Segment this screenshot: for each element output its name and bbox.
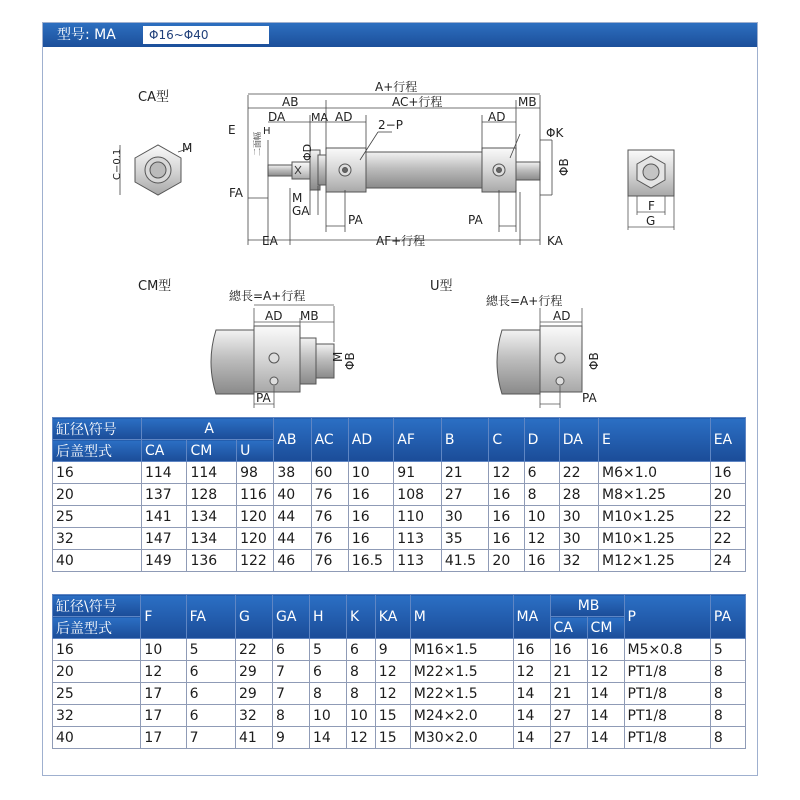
table-cell: 141 [141,506,187,528]
table-cell: 8 [710,705,745,727]
table-cell: M12×1.25 [599,550,711,572]
table-cell: 120 [237,506,274,528]
table-cell: 8 [710,661,745,683]
table-cell: 114 [141,462,187,484]
table-cell: 113 [394,528,442,550]
table-cell: PT1/8 [624,683,710,705]
table-cell: 8 [347,661,376,683]
table-cell: 14 [587,705,624,727]
table-cell: 12 [587,661,624,683]
col-e: E [599,418,711,462]
col-da: DA [559,418,598,462]
col-fa: FA [186,595,235,639]
dim-ga: GA [292,204,310,218]
bore-size-cell: 25 [53,506,142,528]
table-cell: 8 [710,683,745,705]
col-mb-cm: CM [587,617,624,639]
table-cell: 10 [310,705,347,727]
table-cell: 9 [273,727,310,749]
table-cell: M6×1.0 [599,462,711,484]
bore-size-cell: 40 [53,727,141,749]
table-cell: 29 [236,683,273,705]
table-cell: M8×1.25 [599,484,711,506]
table-cell: 6 [273,639,310,661]
bore-size-cell: 16 [53,639,141,661]
cm-view-title: CM型 [138,279,172,294]
table-cell: 12 [375,661,410,683]
table-cell: M10×1.25 [599,528,711,550]
table-cell: M5×0.8 [624,639,710,661]
table-cell: 8 [710,727,745,749]
table-cell: 38 [274,462,311,484]
cm-dim-ad: AD [265,309,283,323]
table-cell: 12 [513,661,550,683]
dim-phi-k: ΦK [546,126,564,140]
col-a-group: A [141,418,273,440]
table-cell: 108 [394,484,442,506]
col-k: K [347,595,376,639]
dim-ad: AD [335,110,353,124]
col-af: AF [394,418,442,462]
ca-end-view-nut [120,145,190,195]
table-cell: 134 [187,528,237,550]
u-view-title: U型 [430,279,453,294]
table-cell: M16×1.5 [410,639,513,661]
dim-pa: PA [348,213,363,227]
table-cell: 32 [559,550,598,572]
table-cell: 17 [141,705,186,727]
table-cell: 14 [587,683,624,705]
table-cell: 30 [559,506,598,528]
table-cell: 27 [550,727,587,749]
table-cell: 40 [274,484,311,506]
table-cell: 16 [348,484,394,506]
table-cell: 16 [489,528,524,550]
table-row [53,506,746,528]
corner-bottom-label: 后盖型式 [53,617,141,639]
table-cell: 8 [273,705,310,727]
table-row [53,550,746,572]
table-cell: 76 [311,550,348,572]
table-cell: 128 [187,484,237,506]
table-cell: 21 [550,661,587,683]
table-cell: 41 [236,727,273,749]
table-cell: 147 [141,528,187,550]
col-h: H [310,595,347,639]
col-a-cm: CM [187,440,237,462]
table-cell: 10 [348,462,394,484]
table-cell: 76 [311,484,348,506]
bore-size-cell: 20 [53,661,141,683]
dim-pa-rear: PA [468,213,483,227]
spec-table-2 [52,594,746,749]
col-pa: PA [710,595,745,639]
cm-dim-pa: PA [256,391,271,405]
table-row [53,639,746,661]
table-cell: 20 [710,484,745,506]
table-cell: 21 [441,462,489,484]
table-cell: 12 [524,528,559,550]
col-ga: GA [273,595,310,639]
table-cell: 41.5 [441,550,489,572]
cm-dim-phi-b: ΦB [343,352,357,370]
table-cell: 110 [394,506,442,528]
cm-dim-m: M [331,351,345,362]
dim-ac-stroke: AC+行程 [392,95,443,109]
table-cell: 134 [187,506,237,528]
table-cell: 16 [524,550,559,572]
dim-ea: EA [262,234,278,248]
table-cell: 10 [141,639,186,661]
corner-top-label: 缸径\符号 [53,418,142,440]
table-cell: 30 [559,528,598,550]
u-total-length: 總長=A+行程 [486,294,563,308]
table-cell: 76 [311,506,348,528]
col-p: P [624,595,710,639]
wrench-flats-label: 二面幅 [253,132,262,156]
table-row [53,727,746,749]
table-cell: M10×1.25 [599,506,711,528]
u-drawing [497,308,582,408]
table-cell: 14 [587,727,624,749]
col-b: B [441,418,489,462]
table-cell: 30 [441,506,489,528]
table-row [53,661,746,683]
table-cell: M22×1.5 [410,661,513,683]
dim-h: H [263,126,271,137]
dim-g: G [646,214,656,228]
table-cell: 20 [489,550,524,572]
table-cell: 16 [587,639,624,661]
table-cell: 6 [186,661,235,683]
table-cell: 120 [237,528,274,550]
table-row [53,528,746,550]
table-cell: 9 [375,639,410,661]
col-mb-ca: CA [550,617,587,639]
dim-f: F [648,199,655,213]
table-cell: 6 [186,683,235,705]
col-c: C [489,418,524,462]
table-cell: 10 [347,705,376,727]
table-cell: 5 [310,639,347,661]
table-row [53,683,746,705]
col-d: D [524,418,559,462]
table-cell: 10 [524,506,559,528]
table-cell: 17 [141,727,186,749]
dim-e: E [228,123,236,137]
bore-size-cell: 32 [53,528,142,550]
dim-c-tol: C−0.1 [112,148,123,180]
dim-fa: FA [229,186,244,200]
bore-size-cell: 20 [53,484,142,506]
table-cell: 7 [273,661,310,683]
bore-size-cell: 25 [53,683,141,705]
rear-pivot [516,162,540,180]
dim-phi-d: ΦD [301,143,314,161]
bore-size-cell: 32 [53,705,141,727]
u-dim-phi-b: ΦB [587,352,601,370]
table-cell: 5 [710,639,745,661]
table-cell: PT1/8 [624,661,710,683]
col-f: F [141,595,186,639]
table-cell: 136 [187,550,237,572]
col-ea: EA [710,418,745,462]
table-cell: 12 [375,683,410,705]
table-cell: 22 [710,506,745,528]
table-cell: M30×2.0 [410,727,513,749]
table-cell: 21 [550,683,587,705]
spec-table-1 [52,417,746,572]
table-cell: 16 [348,528,394,550]
table-cell: 12 [141,661,186,683]
table-cell: 35 [441,528,489,550]
table-cell: 27 [441,484,489,506]
table-cell: 8 [310,683,347,705]
bore-size-cell: 16 [53,462,142,484]
table-cell: 29 [236,661,273,683]
table-row [53,462,746,484]
table-cell: 6 [310,661,347,683]
table-cell: 8 [524,484,559,506]
bore-size-cell: 40 [53,550,142,572]
col-ac: AC [311,418,348,462]
table-cell: 16 [348,506,394,528]
table-cell: 46 [274,550,311,572]
u-dim-pa: PA [582,391,597,405]
dim-2p: 2−P [378,118,403,132]
table-cell: 14 [513,683,550,705]
dim-ad-rear: AD [488,110,506,124]
bore-range: Φ16~Φ40 [143,26,269,44]
table-cell: 24 [710,550,745,572]
table-cell: 22 [710,528,745,550]
col-ab: AB [274,418,311,462]
table-cell: 60 [311,462,348,484]
table-cell: 12 [489,462,524,484]
table-cell: 15 [375,727,410,749]
table-cell: 122 [237,550,274,572]
dim-ka: KA [547,234,563,248]
corner-bottom-label: 后盖型式 [53,440,142,462]
dim-m-side: M [182,141,193,155]
table-cell: 15 [375,705,410,727]
col-ka: KA [375,595,410,639]
table-cell: 6 [347,639,376,661]
table-cell: 16 [489,506,524,528]
dim-mb: MB [518,95,537,109]
col-m: M [410,595,513,639]
corner-top-label: 缸径\符号 [53,595,141,617]
col-a-ca: CA [141,440,187,462]
dim-da: DA [268,110,286,124]
dim-m: M [292,191,303,205]
table-cell: 114 [187,462,237,484]
table-cell: 16.5 [348,550,394,572]
table-cell: 5 [186,639,235,661]
table-cell: 149 [141,550,187,572]
table-cell: 17 [141,683,186,705]
model-label: 型号: MA [57,27,116,43]
table-cell: 44 [274,528,311,550]
u-dim-ad: AD [553,309,571,323]
cm-dim-mb: MB [300,309,319,323]
table-cell: 7 [273,683,310,705]
table-cell: 14 [513,727,550,749]
col-ad: AD [348,418,394,462]
dim-ab: AB [282,95,299,109]
spec-table-1-body [53,462,746,572]
table-cell: 44 [274,506,311,528]
col-g: G [236,595,273,639]
table-cell: 16 [710,462,745,484]
table-row [53,484,746,506]
cm-total-length: 總長=A+行程 [229,289,306,303]
table-cell: 91 [394,462,442,484]
table-cell: 6 [186,705,235,727]
table-cell: 22 [559,462,598,484]
table-cell: 116 [237,484,274,506]
dim-ma: MA [311,111,329,124]
table-cell: PT1/8 [624,705,710,727]
table-cell: 27 [550,705,587,727]
dim-phi-b: ΦB [557,158,571,176]
ca-view-title: CA型 [138,90,169,105]
col-ma: MA [513,595,550,639]
table-row [53,705,746,727]
table-cell: 28 [559,484,598,506]
table-cell: 32 [236,705,273,727]
table-cell: 12 [347,727,376,749]
table-cell: 14 [513,705,550,727]
table-cell: 8 [347,683,376,705]
dim-a-stroke: A+行程 [375,80,418,94]
table-cell: 16 [489,484,524,506]
table-cell: 16 [550,639,587,661]
table-cell: 76 [311,528,348,550]
table-cell: M22×1.5 [410,683,513,705]
barrel [366,152,482,188]
table-cell: 7 [186,727,235,749]
table-cell: 22 [236,639,273,661]
table-cell: 137 [141,484,187,506]
table-cell: M24×2.0 [410,705,513,727]
table-cell: 113 [394,550,442,572]
table-cell: 14 [310,727,347,749]
col-mb-group: MB [550,595,624,617]
col-a-u: U [237,440,274,462]
table-cell: 98 [237,462,274,484]
table-cell: PT1/8 [624,727,710,749]
spec-table-2-body [53,639,746,749]
table-cell: 16 [513,639,550,661]
table-cell: 6 [524,462,559,484]
dim-af-stroke: AF+行程 [376,234,426,248]
